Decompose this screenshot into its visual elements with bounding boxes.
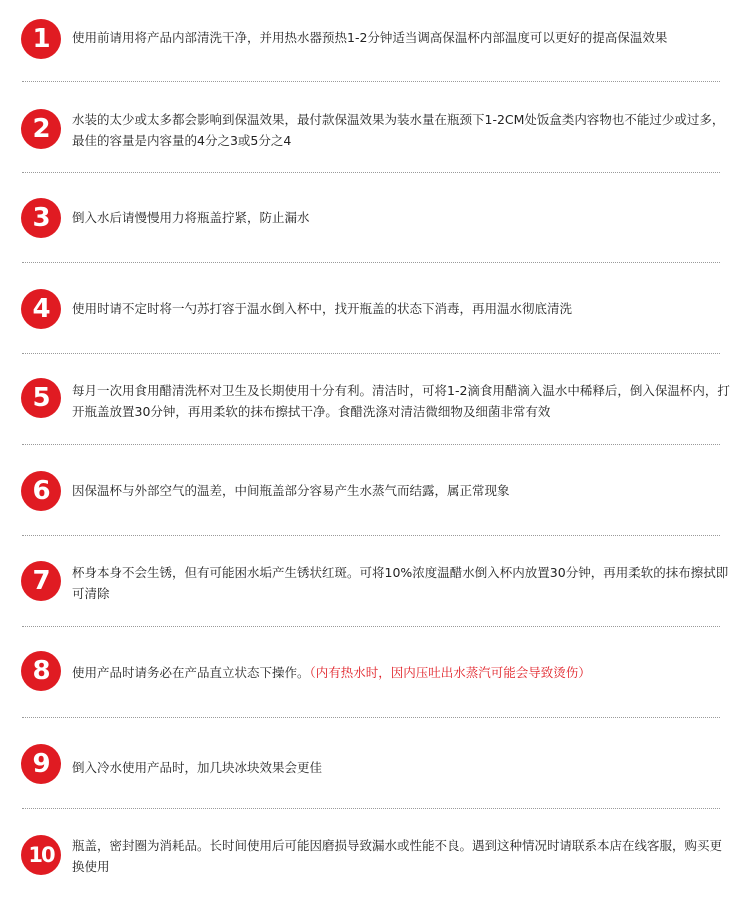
number-badge-10: 10 [21, 835, 61, 875]
notice-text-2: 水装的太少或太多都会影响到保温效果，最付款保温效果为装水量在瓶颈下1-2CM处饭盒类内容物也不能过少或过多，最佳的容量是内容量的4分之3或5分之4 [72, 112, 725, 148]
notice-text-1: 使用前请用将产品内部清洗干净，并用热水器预热1-2分钟适当调高保温杯内部温度可以更好的提高保温效果 [72, 30, 668, 45]
dotted-divider [22, 262, 720, 263]
number-badge-6: 6 [21, 471, 61, 511]
dotted-divider [22, 444, 720, 445]
dotted-divider [22, 717, 720, 718]
number-badge-4: 4 [21, 289, 61, 329]
number-badge-2: 2 [21, 109, 61, 149]
notice-text-5: 每月一次用食用醋清洗杯对卫生及长期使用十分有利。清洁时，可将1-2滴食用醋滴入温水中稀释后，倒入保温杯内，打开瓶盖放置30分钟，再用柔软的抹布擦拭干净。食醋洗涤对清洁微细物及细菌非常有效 [72, 383, 730, 419]
number-badge-3: 3 [21, 198, 61, 238]
number-badge-1: 1 [21, 19, 61, 59]
number-badge-7: 7 [21, 561, 61, 601]
dotted-divider [22, 626, 720, 627]
dotted-divider [22, 535, 720, 536]
notice-text-8 [72, 662, 732, 683]
notice-text-7: 杯身本身不会生锈，但有可能困水垢产生锈状红斑。可将10%浓度温醋水倒入杯内放置30分钟，再用柔软的抹布擦拭即可清除 [72, 565, 729, 601]
notice-text-9: 倒入冷水使用产品时，加几块冰块效果会更佳 [72, 760, 323, 775]
notice-text-4: 使用时请不定时将一勺苏打容于温水倒入杯中，找开瓶盖的状态下消毒，再用温水彻底清洗 [72, 301, 573, 316]
number-badge-8: 8 [21, 651, 61, 691]
notice-text-8-main: 使用产品时请务必在产品直立状态下操作。 [72, 665, 310, 680]
dotted-divider [22, 808, 720, 809]
notice-text-6: 因保温杯与外部空气的温差，中间瓶盖部分容易产生水蒸气而结露，属正常现象 [72, 483, 510, 498]
dotted-divider [22, 353, 720, 354]
notice-text-3: 倒入水后请慢慢用力将瓶盖拧紧，防止漏水 [72, 210, 310, 225]
dotted-divider [22, 172, 720, 173]
number-badge-5: 5 [21, 378, 61, 418]
notice-text-10: 瓶盖，密封圈为消耗品。长时间使用后可能因磨损导致漏水或性能不良。遇到这种情况时请联系本店在线客服，购买更换使用 [72, 838, 723, 874]
dotted-divider [22, 81, 720, 82]
number-badge-9: 9 [21, 744, 61, 784]
hot-water-warning: （内有热水时，因内压吐出水蒸汽可能会导致烫伤） [309, 665, 591, 680]
